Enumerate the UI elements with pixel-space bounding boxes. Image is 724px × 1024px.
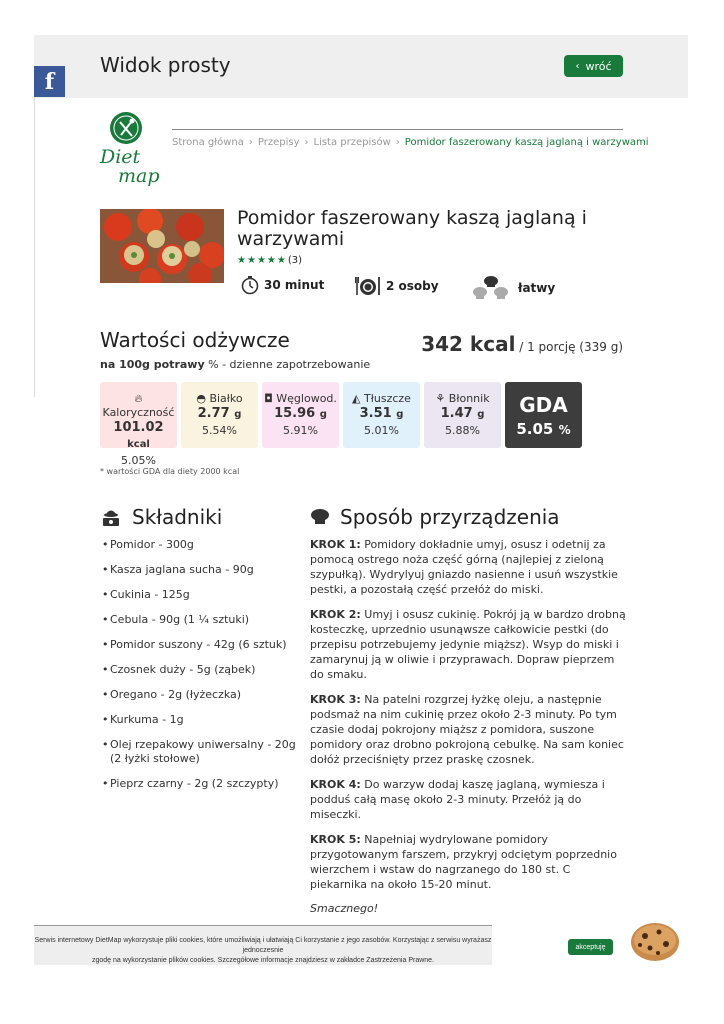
list-item: • Pieprz czarny - 2g (2 szczypty) xyxy=(102,777,302,791)
ingredients-heading xyxy=(100,505,222,529)
preparation-heading xyxy=(310,505,560,529)
tile-unit: g xyxy=(477,409,485,420)
tile-unit: g xyxy=(234,409,242,420)
tile-unit: g xyxy=(319,409,327,420)
tile-calories xyxy=(100,382,177,467)
step-label: KROK 5: xyxy=(310,833,361,846)
step-text: Umyj i osusz cukinię. Pokrój ją w bardzo drobną kosteczkę, uprzednio usunąwsze całkowicie pestki (do przepisu potrzebujemy jedynie miąższ). Wsyp do miski i zamarynuj ją w oliwie i przyprawach. Dopraw pieprzem do smaku. xyxy=(310,608,626,681)
dietmap-logo[interactable] xyxy=(98,110,164,190)
step-label: KROK 4: xyxy=(310,778,361,791)
kcal-portion: / 1 porcję (339 g) xyxy=(515,340,623,354)
tile-fat xyxy=(343,382,420,448)
tile-label: Białko xyxy=(209,392,243,405)
star-icon: ★ xyxy=(276,255,286,266)
facebook-icon[interactable]: f xyxy=(34,66,65,97)
star-icon: ★ xyxy=(246,255,256,266)
nutrition-title: Wartości odżywcze xyxy=(100,328,290,352)
tile-unit: g xyxy=(396,409,404,420)
logo-text-map: map xyxy=(118,165,160,187)
cookie-icon xyxy=(628,920,682,964)
closing-text: Smacznego! xyxy=(310,902,379,915)
kcal-value: 342 kcal xyxy=(421,332,516,356)
nutrition-sub-rest: % - dzienne zapotrzebowanie xyxy=(204,358,371,371)
prep-time-value: 30 minut xyxy=(264,278,325,292)
gda-label: GDA xyxy=(519,393,568,417)
tile-label: Węglowod. xyxy=(276,392,337,405)
tile-percent: 5.54% xyxy=(202,424,237,437)
tile-carbs xyxy=(262,382,339,448)
step-text: Do warzyw dodaj kaszę jaglaną, wymiesza i podduś całą masę około 2-3 minuty. Przełóż ją do miseczki. xyxy=(310,778,605,821)
flame-icon: 🔥︎ xyxy=(134,392,143,405)
accept-cookies-button[interactable]: akceptuję xyxy=(568,939,613,955)
rating[interactable] xyxy=(237,255,302,266)
list-item: • Olej rzepakowy uniwersalny - 20g (2 łyżki stołowe) xyxy=(102,738,302,766)
prep-time xyxy=(240,275,324,295)
stopwatch-icon xyxy=(240,275,260,295)
rating-count: (3) xyxy=(287,255,303,266)
step-3 xyxy=(310,692,628,767)
step-text: Napełniaj wydrylowane pomidory przygotowanym farszem, przykryj odciętym poprzednio wierzchem i wstaw do nagrzanego do 180 st. C piekarnika na około 15-20 minut. xyxy=(310,833,617,891)
step-label: KROK 1: xyxy=(310,538,361,551)
difficulty-value: łatwy xyxy=(518,281,556,295)
recipe-photo xyxy=(100,209,224,283)
cheese-icon: ◭ xyxy=(352,392,361,405)
star-icon: ★ xyxy=(266,255,276,266)
side-divider xyxy=(34,97,35,397)
tile-percent: 5.88% xyxy=(445,424,480,437)
gda-value: 5.05 xyxy=(516,420,554,438)
tile-unit: kcal xyxy=(127,439,150,450)
chevron-right-icon: › xyxy=(395,137,400,148)
tile-percent: 5.01% xyxy=(364,424,399,437)
nutrition-sub-bold: na 100g potrawy xyxy=(100,358,205,371)
difficulty xyxy=(472,275,555,301)
ingredients-list xyxy=(102,538,302,802)
servings-value: 2 osoby xyxy=(386,279,439,293)
breadcrumb xyxy=(172,137,649,148)
list-item: • Pomidor suszony - 42g (6 sztuk) xyxy=(102,638,302,652)
cookie-text-1: Serwis internetowy DietMap wykorzystuje pliki cookies, które umożliwiają i ułatwiają Ci korzystanie z jego zasobów. Korzystając z serwisu wyrażasz jednoczesnie xyxy=(34,937,492,954)
step-label: KROK 3: xyxy=(310,693,361,706)
step-text: Pomidory dokładnie umyj, osusz i odetnij za pomocą ostrego noża część górną (najlepiej z zieloną szypułką). Wydrylyuj gniazdo nasienne i usuń wszystkie pestki, a pozostałą część przełóż do miski. xyxy=(310,538,618,596)
star-icon: ★ xyxy=(256,255,266,266)
list-item: • Kasza jaglana sucha - 90g xyxy=(102,563,302,577)
list-item: • Cukinia - 125g xyxy=(102,588,302,602)
logo-text-diet: Diet xyxy=(100,146,141,168)
tile-value: 3.51 xyxy=(359,406,392,421)
list-item: • Pomidor - 300g xyxy=(102,538,302,552)
list-item: • Cebula - 90g (1 ¼ sztuki) xyxy=(102,613,302,627)
tile-gda xyxy=(505,382,582,448)
gda-unit: % xyxy=(558,423,571,437)
tile-value: 15.96 xyxy=(274,406,316,421)
tile-value: 1.47 xyxy=(440,406,473,421)
plate-cutlery-icon xyxy=(354,275,382,297)
tile-value: 2.77 xyxy=(197,406,230,421)
chevron-right-icon: › xyxy=(248,137,253,148)
breadcrumb-current: Pomidor faszerowany kaszą jaglaną i warzywami xyxy=(404,137,649,148)
tile-label: Tłuszcze xyxy=(364,392,411,405)
step-label: KROK 2: xyxy=(310,608,361,621)
tile-label: Kaloryczność xyxy=(102,406,175,419)
bowl-icon: ◓ xyxy=(196,392,206,405)
step-2 xyxy=(310,607,628,682)
tile-fiber xyxy=(424,382,501,448)
tile-label: Błonnik xyxy=(448,392,490,405)
back-button-label: wróć xyxy=(585,59,612,73)
back-button[interactable] xyxy=(564,55,623,77)
star-icon: ★ xyxy=(237,255,246,266)
tile-protein xyxy=(181,382,258,448)
step-1 xyxy=(310,537,628,597)
scale-icon xyxy=(100,506,122,528)
step-4 xyxy=(310,777,628,822)
recipe-title: Pomidor faszerowany kaszą jaglaną i warzywami xyxy=(237,207,587,250)
wheat-icon: ⚘ xyxy=(435,392,446,405)
list-item: • Kurkuma - 1g xyxy=(102,713,302,727)
tile-percent: 5.91% xyxy=(283,424,318,437)
preparation-steps xyxy=(310,537,628,915)
ingredients-title: Składniki xyxy=(132,505,223,529)
nutrition-tiles xyxy=(100,382,582,467)
chef-hat-icon xyxy=(310,508,330,526)
list-item: • Czosnek duży - 5g (ząbek) xyxy=(102,663,302,677)
chevron-right-icon: › xyxy=(304,137,309,148)
kcal-per-portion xyxy=(421,332,623,356)
servings xyxy=(354,275,439,297)
breadcrumb-recipe-list[interactable]: Lista przepisów xyxy=(313,137,391,148)
step-text: Na patelni rozgrzej łyżkę oleju, a następnie podsmaż na nim cukinię przez około 2-3 minuty. Po tym czasie dodaj pokrojony miąższ z pomidora, suszone pomidory oraz drobno pokrojoną cebulkę. Na sam koniec dołóż przeciśnięty przez praskę czosnek. xyxy=(310,693,624,766)
chevron-left-icon: ‹ xyxy=(575,60,580,72)
tile-value: 101.02 xyxy=(113,420,164,435)
cookie-text-2: zgodę na wykorzystanie plików cookies. Szczegółowe informacje znajdziesz w zakładce Zastrzeżenia Prawne. xyxy=(92,957,434,964)
bread-icon: ◘ xyxy=(264,392,273,405)
list-item: • Oregano - 2g (łyżeczka) xyxy=(102,688,302,702)
chef-hats-icon xyxy=(472,275,510,301)
step-5 xyxy=(310,832,628,892)
nutrition-subtitle xyxy=(100,358,370,371)
breadcrumb-divider xyxy=(172,129,623,130)
preparation-title: Sposób przyrządzenia xyxy=(340,505,560,529)
page-title: Widok prosty xyxy=(100,53,231,77)
breadcrumb-home[interactable]: Strona główna xyxy=(172,137,244,148)
tile-percent: 5.05% xyxy=(121,454,156,467)
gda-note: * wartości GDA dla diety 2000 kcal xyxy=(100,467,240,476)
cookie-banner xyxy=(34,925,492,965)
top-bar xyxy=(34,35,688,98)
breadcrumb-recipes[interactable]: Przepisy xyxy=(257,137,300,148)
